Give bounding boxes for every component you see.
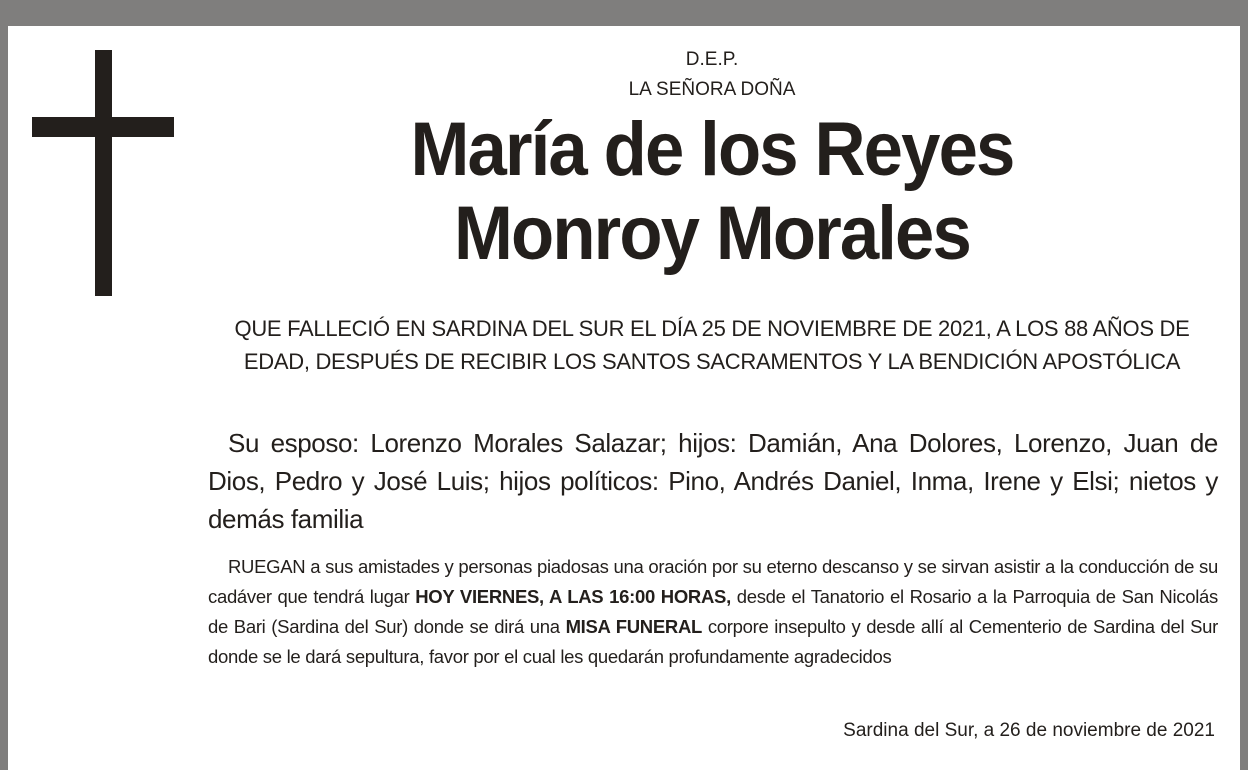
- request-text-3: corpore insepulto y desde allí al Cementerio de Sardina del Sur donde se le dará sepultura, favor por el cual les quedarán profundamente agradecidos: [208, 616, 1218, 667]
- dep-heading: D.E.P.: [685, 49, 739, 70]
- place-date: Sardina del Sur, a 26 de noviembre de 2021: [843, 720, 1215, 741]
- death-notice: QUE FALLECIÓ EN SARDINA DEL SUR EL DÍA 25 DE NOVIEMBRE DE 2021, A LOS 88 AÑOS DE EDAD, DESPUÉS DE RECIBIR LOS SANTOS SACRAMENTOS Y LA BENDICIÓN APOSTÓLICA: [234, 316, 1190, 374]
- request-text-2: desde el Tanatorio el Rosario a la Parroquia de San Nicolás de Bari (Sardina del Sur) donde se dirá una: [208, 586, 1218, 637]
- family-paragraph: Su esposo: Lorenzo Morales Salazar; hijos: Damián, Ana Dolores, Lorenzo, Juan de Dios, Pedro y José Luis; hijos políticos: Pino, Andrés Daniel, Inma, Irene y Elsi; nietos y demás familia: [208, 428, 1218, 534]
- funeral-request-paragraph: [208, 552, 1218, 672]
- cross-horizontal-bar: [32, 117, 174, 137]
- funeral-time: HOY VIERNES, A LAS 16:00 HORAS,: [415, 586, 731, 607]
- deceased-name-line-1: María de los Reyes: [410, 107, 1014, 192]
- mass-label: MISA FUNERAL: [565, 616, 703, 637]
- honorific-heading: LA SEÑORA DOÑA: [628, 79, 796, 100]
- deceased-name-line-2: Monroy Morales: [454, 191, 970, 276]
- cross-vertical-bar: [95, 50, 112, 296]
- deceased-name: [340, 108, 1084, 276]
- request-text-1: RUEGAN a sus amistades y personas piadosas una oración por su eterno descanso y se sirvan asistir a la conducción de su cadáver que tendrá lugar: [208, 556, 1218, 607]
